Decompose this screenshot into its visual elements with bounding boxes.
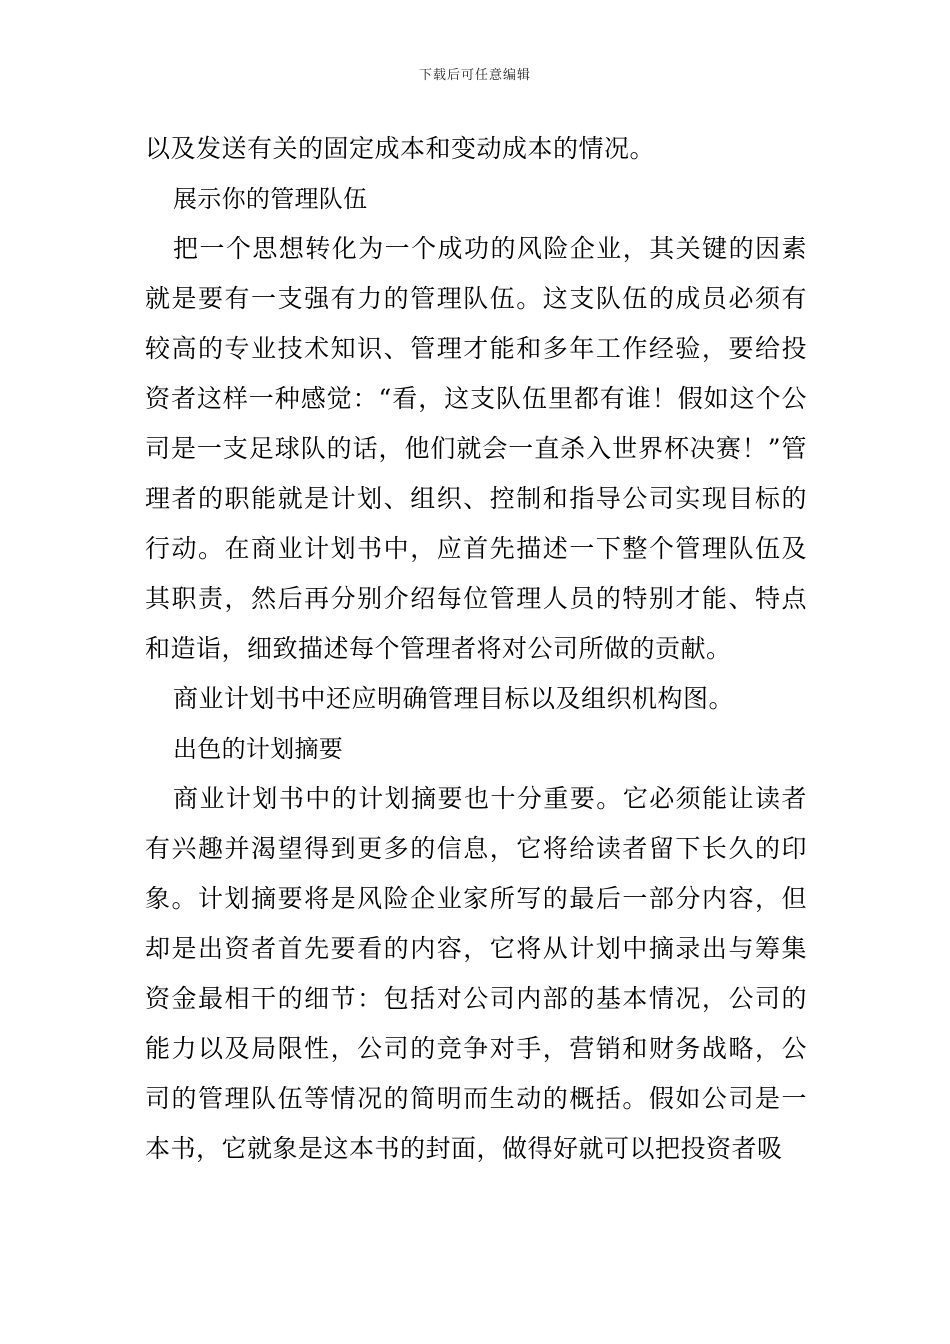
paragraph-org-chart: 商业计划书中还应明确管理目标以及组织机构图。 <box>173 684 735 713</box>
document-body <box>145 124 807 1174</box>
section-heading-management-team: 展示你的管理队伍 <box>173 185 368 213</box>
section-heading-executive-summary: 出色的计划摘要 <box>173 735 344 763</box>
paragraph-executive-summary: 商业计划书中的计划摘要也十分重要。它必须能让读者有兴趣并渴望得到更多的信息，它将给读者留下长久的印象。计划摘要将是风险企业家所写的最后一部分内容，但却是出资者首先要看的内容，它将从计划中摘录出与筹集资金最相干的细节：包括对公司内部的基本情况，公司的能力以及局限性，公司的竞争对手，营销和财务战略，公司的管理队伍等情况的简明而生动的概括。假如公司是一本书，它就象是这本书的封面，做得好就可以把投资者吸 <box>145 784 807 1163</box>
paragraph-management-team: 把一个思想转化为一个成功的风险企业，其关键的因素就是要有一支强有力的管理队伍。这支队伍的成员必须有较高的专业技术知识、管理才能和多年工作经验，要给投资者这样一种感觉：“看，这支队伍里都有谁！假如这个公司是一支足球队的话，他们就会一直杀入世界杯决赛！”管理者的职能就是计划、组织、控制和指导公司实现目标的行动。在商业计划书中，应首先描述一下整个管理队伍及其职责，然后再分别介绍每位管理人员的特别才能、特点和造诣，细致描述每个管理者将对公司所做的贡献。 <box>145 234 807 663</box>
paragraph-continuation: 以及发送有关的固定成本和变动成本的情况。 <box>145 134 656 163</box>
page-header: 下载后可任意编辑 <box>418 68 531 83</box>
